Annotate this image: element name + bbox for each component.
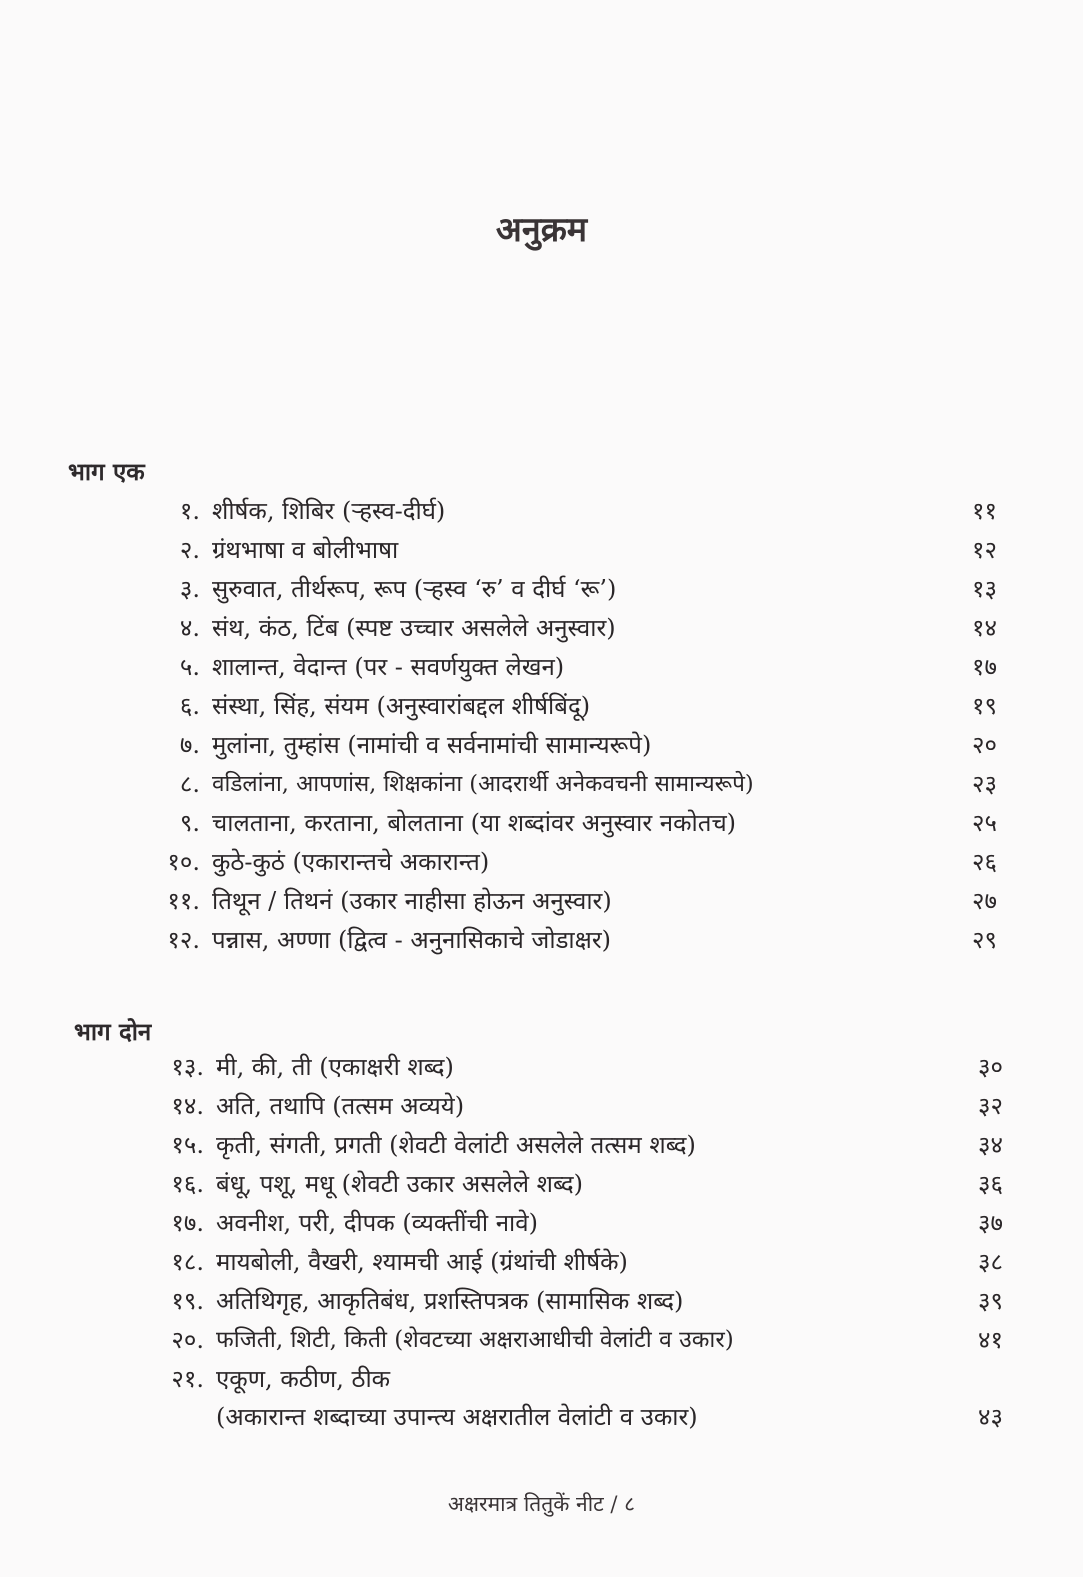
- entry-page: ३२: [978, 1092, 1003, 1120]
- entry-title: संथ, कंठ, टिंब (स्पष्ट उच्चार असलेले अनुस्वार): [212, 614, 616, 642]
- toc-entry: [144, 1047, 1024, 1087]
- entry-title: शालान्त, वेदान्त (पर - सवर्णयुक्त लेखन): [212, 653, 565, 681]
- toc-entry: [144, 1242, 1024, 1282]
- entry-number: ५.: [179, 653, 200, 681]
- entry-title: कुठे-कुठं (एकारान्तचे अकारान्त): [212, 848, 490, 876]
- entry-number: १९.: [171, 1287, 204, 1315]
- entry-title: सुरुवात, तीर्थरूप, रूप (ऱ्हस्व ‘रु’ व दीर्घ ‘रू’): [212, 575, 617, 603]
- toc-entry: [144, 1281, 1024, 1321]
- toc-entry: [144, 1320, 1024, 1360]
- entry-page: २५: [972, 809, 997, 837]
- entry-title: शीर्षक, शिबिर (ऱ्हस्व-दीर्घ): [212, 497, 446, 525]
- entry-number: १७.: [171, 1209, 204, 1237]
- entry-number: १४.: [171, 1092, 204, 1120]
- entry-title: संस्था, सिंह, संयम (अनुस्वारांबद्दल शीर्षबिंदू): [212, 692, 591, 720]
- entry-page: ३४: [978, 1131, 1003, 1159]
- entry-title: चालताना, करताना, बोलताना (या शब्दांवर अनुस्वार नकोतच): [212, 809, 737, 837]
- entry-number: ९.: [179, 809, 200, 837]
- entry-title: फजिती, शिटी, किती (शेवटच्या अक्षराआधीची वेलांटी व उकार): [216, 1327, 734, 1353]
- entry-number: २.: [179, 536, 200, 564]
- entry-number: १६.: [171, 1170, 204, 1198]
- entry-page: ३९: [978, 1287, 1003, 1315]
- entry-title: वडिलांना, आपणांस, शिक्षकांना (आदरार्थी अनेकवचनी सामान्यरूपे): [212, 771, 754, 797]
- entry-page: १२: [972, 536, 997, 564]
- toc-entry: [140, 764, 1020, 804]
- entry-page: २६: [972, 848, 997, 876]
- entry-number: ३.: [179, 575, 200, 603]
- entry-number: १.: [179, 497, 200, 525]
- entry-title: तिथून / तिथनं (उकार नाहीसा होऊन अनुस्वार): [212, 887, 612, 915]
- toc-entry: [140, 647, 1020, 687]
- entry-page: ३७: [978, 1209, 1003, 1237]
- entry-page: ११: [972, 497, 997, 525]
- toc-entry: [140, 569, 1020, 609]
- entry-number: ७.: [179, 731, 200, 759]
- entry-number: ८.: [179, 770, 200, 798]
- entry-title: पन्नास, अण्णा (द्वित्व - अनुनासिकाचे जोडाक्षर): [212, 926, 612, 954]
- entry-title: अति, तथापि (तत्सम अव्यये): [216, 1092, 465, 1120]
- entry-title: कृती, संगती, प्रगती (शेवटी वेलांटी असलेले तत्सम शब्द): [216, 1131, 696, 1159]
- entry-number: १५.: [171, 1131, 204, 1159]
- entry-page: २३: [972, 770, 997, 798]
- toc-entry: [140, 842, 1020, 882]
- entry-number: १२.: [167, 926, 200, 954]
- page-footer: अक्षरमात्र तितुकें नीट / ८: [447, 1492, 636, 1516]
- entry-page: २०: [972, 731, 997, 759]
- toc-entry: [144, 1164, 1024, 1204]
- toc-entry: [144, 1203, 1024, 1243]
- toc-entry: [144, 1359, 1024, 1439]
- entry-number: ११.: [167, 887, 200, 915]
- toc-entry: [140, 530, 1020, 570]
- entry-number: १०.: [167, 848, 200, 876]
- entry-page: १३: [972, 575, 997, 603]
- toc-entry: [140, 686, 1020, 726]
- entry-number: २०.: [171, 1326, 204, 1354]
- entry-title: एकूण, कठीण, ठीक: [216, 1365, 391, 1393]
- page-title: अनुक्रम: [495, 210, 588, 250]
- entry-number: २१.: [171, 1365, 204, 1393]
- entry-title: मी, की, ती (एकाक्षरी शब्द): [216, 1053, 454, 1081]
- entry-title: ग्रंथभाषा व बोलीभाषा: [212, 536, 399, 564]
- entry-page: ४१: [978, 1326, 1003, 1354]
- entry-page: २७: [972, 887, 997, 915]
- entry-page: ३८: [978, 1248, 1003, 1276]
- entry-title: अतिथिगृह, आकृतिबंध, प्रशस्तिपत्रक (सामासिक शब्द): [216, 1287, 684, 1315]
- toc-entry: [140, 608, 1020, 648]
- entry-number: ६.: [179, 692, 200, 720]
- toc-entry: [140, 881, 1020, 921]
- entry-page: ४३: [978, 1403, 1003, 1431]
- entry-page: २९: [972, 926, 997, 954]
- part-one-heading: भाग एक: [68, 457, 145, 486]
- toc-entry: [144, 1125, 1024, 1165]
- entry-page: १४: [972, 614, 997, 642]
- entry-page: ३६: [978, 1170, 1003, 1198]
- toc-entry: [140, 725, 1020, 765]
- entry-page: १७: [972, 653, 997, 681]
- entry-number: १३.: [171, 1053, 204, 1081]
- entry-subtitle: (अकारान्त शब्दाच्या उपान्त्य अक्षरातील वेलांटी व उकार): [216, 1403, 698, 1431]
- part-two-heading: भाग दोन: [74, 1017, 152, 1046]
- toc-entry: [144, 1086, 1024, 1126]
- toc-entry: [140, 920, 1020, 960]
- entry-title: मुलांना, तुम्हांस (नामांची व सर्वनामांची सामान्यरूपे): [212, 731, 652, 759]
- toc-entry: [140, 491, 1020, 531]
- entry-number: १८.: [171, 1248, 204, 1276]
- toc-entry: [140, 803, 1020, 843]
- entry-page: ३०: [978, 1053, 1003, 1081]
- entry-title: मायबोली, वैखरी, श्यामची आई (ग्रंथांची शीर्षके): [216, 1248, 628, 1276]
- entry-title: बंधू, पशू, मधू (शेवटी उकार असलेले शब्द): [216, 1170, 584, 1198]
- entry-title: अवनीश, परी, दीपक (व्यक्तींची नावे): [216, 1209, 538, 1237]
- entry-page: १९: [972, 692, 997, 720]
- entry-number: ४.: [179, 614, 200, 642]
